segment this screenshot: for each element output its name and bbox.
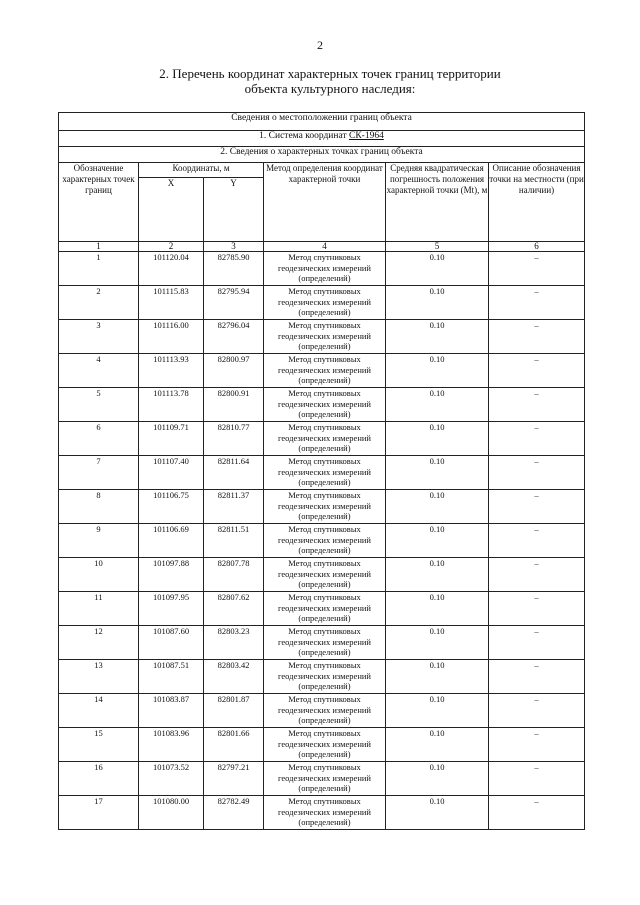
method-cell xyxy=(264,252,386,286)
method-cell xyxy=(264,320,386,354)
column-number: 5 xyxy=(386,242,489,252)
coordinate-x: 101080.00 xyxy=(139,796,204,830)
method-line: Метод спутниковых xyxy=(288,796,361,806)
coordinate-system-row xyxy=(59,131,585,147)
point-number: 5 xyxy=(59,388,139,422)
point-number: 9 xyxy=(59,524,139,558)
method-line: (определений) xyxy=(298,375,351,385)
method-line: Метод спутниковых xyxy=(288,456,361,466)
table-row xyxy=(59,796,585,830)
coordinate-x: 101106.69 xyxy=(139,524,204,558)
method-line: Метод спутниковых xyxy=(288,252,361,262)
method-line: геодезических измерений xyxy=(278,636,371,647)
table-row xyxy=(59,694,585,728)
method-line: геодезических измерений xyxy=(278,500,371,511)
point-description: – xyxy=(489,762,585,796)
table-row xyxy=(59,286,585,320)
mean-square-error: 0.10 xyxy=(386,388,489,422)
mean-square-error: 0.10 xyxy=(386,592,489,626)
table-row xyxy=(59,660,585,694)
coordinate-x: 101097.88 xyxy=(139,558,204,592)
mean-square-error: 0.10 xyxy=(386,558,489,592)
header-x: X xyxy=(139,178,204,242)
column-number: 4 xyxy=(264,242,386,252)
method-line: геодезических измерений xyxy=(278,806,371,817)
points-section-label: 2. Сведения о характерных точках границ объекта xyxy=(59,147,585,163)
mean-square-error: 0.10 xyxy=(386,252,489,286)
method-cell xyxy=(264,524,386,558)
coordinate-y: 82803.23 xyxy=(204,626,264,660)
coordinate-x: 101116.00 xyxy=(139,320,204,354)
method-line: Метод спутниковых xyxy=(288,388,361,398)
table-row xyxy=(59,524,585,558)
method-line: геодезических измерений xyxy=(278,704,371,715)
method-cell xyxy=(264,728,386,762)
method-cell xyxy=(264,490,386,524)
column-number: 6 xyxy=(489,242,585,252)
method-line: геодезических измерений xyxy=(278,296,371,307)
header-description: Описание обозначения точки на местности (при наличии) xyxy=(489,163,585,242)
title-line-2: объекта культурного наследия: xyxy=(244,81,416,96)
mean-square-error: 0.10 xyxy=(386,286,489,320)
method-line: Метод спутниковых xyxy=(288,524,361,534)
mean-square-error: 0.10 xyxy=(386,762,489,796)
method-line: Метод спутниковых xyxy=(288,320,361,330)
coordinates-table xyxy=(58,112,585,830)
table-row xyxy=(59,558,585,592)
mean-square-error: 0.10 xyxy=(386,694,489,728)
mean-square-error: 0.10 xyxy=(386,626,489,660)
point-description: – xyxy=(489,694,585,728)
table-row xyxy=(59,388,585,422)
table-row xyxy=(59,456,585,490)
coordinate-y: 82811.64 xyxy=(204,456,264,490)
header-designation: Обозначение характерных точек границ xyxy=(59,163,139,242)
coordinate-y: 82785.90 xyxy=(204,252,264,286)
method-line: (определений) xyxy=(298,341,351,351)
coordinate-y: 82803.42 xyxy=(204,660,264,694)
point-number: 2 xyxy=(59,286,139,320)
title-line-1: 2. Перечень координат характерных точек границ территории xyxy=(159,66,501,81)
coordinate-x: 101087.51 xyxy=(139,660,204,694)
method-line: геодезических измерений xyxy=(278,738,371,749)
point-number: 11 xyxy=(59,592,139,626)
method-cell xyxy=(264,456,386,490)
point-number: 10 xyxy=(59,558,139,592)
coordinate-y: 82796.04 xyxy=(204,320,264,354)
table-row xyxy=(59,422,585,456)
method-line: (определений) xyxy=(298,647,351,657)
method-line: (определений) xyxy=(298,307,351,317)
header-coordinates: Координаты, м xyxy=(139,163,264,178)
mean-square-error: 0.10 xyxy=(386,354,489,388)
mean-square-error: 0.10 xyxy=(386,524,489,558)
mean-square-error: 0.10 xyxy=(386,320,489,354)
coordinate-y: 82811.37 xyxy=(204,490,264,524)
method-line: Метод спутниковых xyxy=(288,660,361,670)
method-line: (определений) xyxy=(298,783,351,793)
method-cell xyxy=(264,388,386,422)
point-description: – xyxy=(489,286,585,320)
coordinate-y: 82801.66 xyxy=(204,728,264,762)
section-title: Сведения о местоположении границ объекта xyxy=(59,113,585,131)
point-number: 12 xyxy=(59,626,139,660)
method-line: геодезических измерений xyxy=(278,568,371,579)
point-description: – xyxy=(489,320,585,354)
method-line: геодезических измерений xyxy=(278,602,371,613)
method-line: Метод спутниковых xyxy=(288,422,361,432)
coordinate-y: 82800.97 xyxy=(204,354,264,388)
point-number: 6 xyxy=(59,422,139,456)
coordinate-y: 82807.78 xyxy=(204,558,264,592)
method-cell xyxy=(264,354,386,388)
coordinate-system-name: СК-1964 xyxy=(348,131,384,141)
method-cell xyxy=(264,762,386,796)
table-row xyxy=(59,762,585,796)
mean-square-error: 0.10 xyxy=(386,422,489,456)
coordinate-system-label: 1. Система координат xyxy=(259,131,349,141)
point-description: – xyxy=(489,252,585,286)
coordinate-x: 101120.04 xyxy=(139,252,204,286)
column-number: 2 xyxy=(139,242,204,252)
table-row xyxy=(59,252,585,286)
point-description: – xyxy=(489,388,585,422)
coordinate-y: 82800.91 xyxy=(204,388,264,422)
point-number: 1 xyxy=(59,252,139,286)
method-line: геодезических измерений xyxy=(278,432,371,443)
table-row xyxy=(59,626,585,660)
point-number: 15 xyxy=(59,728,139,762)
point-number: 17 xyxy=(59,796,139,830)
table-row xyxy=(59,354,585,388)
coordinate-x: 101109.71 xyxy=(139,422,204,456)
method-line: Метод спутниковых xyxy=(288,694,361,704)
method-line: (определений) xyxy=(298,273,351,283)
method-cell xyxy=(264,592,386,626)
header-error: Средняя квадратическая погрешность положения характерной точки (Mt), м xyxy=(386,163,489,242)
method-line: (определений) xyxy=(298,579,351,589)
method-cell xyxy=(264,796,386,830)
method-line: Метод спутниковых xyxy=(288,762,361,772)
header-y: Y xyxy=(204,178,264,242)
table-row xyxy=(59,592,585,626)
point-description: – xyxy=(489,422,585,456)
mean-square-error: 0.10 xyxy=(386,728,489,762)
point-description: – xyxy=(489,490,585,524)
method-line: (определений) xyxy=(298,817,351,827)
mean-square-error: 0.10 xyxy=(386,490,489,524)
method-line: (определений) xyxy=(298,443,351,453)
method-line: (определений) xyxy=(298,477,351,487)
coordinate-x: 101083.96 xyxy=(139,728,204,762)
method-line: геодезических измерений xyxy=(278,262,371,273)
method-cell xyxy=(264,286,386,320)
column-number: 1 xyxy=(59,242,139,252)
method-line: (определений) xyxy=(298,409,351,419)
table-row xyxy=(59,320,585,354)
column-number: 3 xyxy=(204,242,264,252)
coordinate-x: 101073.52 xyxy=(139,762,204,796)
coordinate-x: 101113.78 xyxy=(139,388,204,422)
method-line: (определений) xyxy=(298,715,351,725)
method-cell xyxy=(264,626,386,660)
page-number: 2 xyxy=(317,38,323,52)
point-description: – xyxy=(489,660,585,694)
method-line: (определений) xyxy=(298,613,351,623)
method-line: Метод спутниковых xyxy=(288,592,361,602)
point-description: – xyxy=(489,626,585,660)
method-line: Метод спутниковых xyxy=(288,286,361,296)
point-description: – xyxy=(489,456,585,490)
coordinate-y: 82801.87 xyxy=(204,694,264,728)
point-number: 13 xyxy=(59,660,139,694)
table-row xyxy=(59,728,585,762)
method-line: геодезических измерений xyxy=(278,772,371,783)
method-cell xyxy=(264,694,386,728)
method-line: (определений) xyxy=(298,511,351,521)
coordinate-y: 82797.21 xyxy=(204,762,264,796)
point-number: 14 xyxy=(59,694,139,728)
method-line: геодезических измерений xyxy=(278,330,371,341)
coordinate-y: 82795.94 xyxy=(204,286,264,320)
point-number: 7 xyxy=(59,456,139,490)
method-cell xyxy=(264,660,386,694)
method-cell xyxy=(264,422,386,456)
point-number: 3 xyxy=(59,320,139,354)
point-number: 4 xyxy=(59,354,139,388)
point-description: – xyxy=(489,592,585,626)
method-line: Метод спутниковых xyxy=(288,728,361,738)
coordinate-x: 101113.93 xyxy=(139,354,204,388)
coordinate-x: 101107.40 xyxy=(139,456,204,490)
coordinate-x: 101115.83 xyxy=(139,286,204,320)
coordinate-x: 101097.95 xyxy=(139,592,204,626)
point-number: 16 xyxy=(59,762,139,796)
header-method: Метод определения координат характерной точки xyxy=(264,163,386,242)
method-line: (определений) xyxy=(298,749,351,759)
method-line: Метод спутниковых xyxy=(288,626,361,636)
method-line: геодезических измерений xyxy=(278,670,371,681)
method-line: Метод спутниковых xyxy=(288,490,361,500)
coordinate-y: 82810.77 xyxy=(204,422,264,456)
method-line: геодезических измерений xyxy=(278,466,371,477)
point-description: – xyxy=(489,728,585,762)
point-number: 8 xyxy=(59,490,139,524)
method-line: Метод спутниковых xyxy=(288,558,361,568)
coordinate-x: 101106.75 xyxy=(139,490,204,524)
method-line: (определений) xyxy=(298,545,351,555)
point-description: – xyxy=(489,558,585,592)
method-line: Метод спутниковых xyxy=(288,354,361,364)
mean-square-error: 0.10 xyxy=(386,456,489,490)
method-line: геодезических измерений xyxy=(278,534,371,545)
mean-square-error: 0.10 xyxy=(386,796,489,830)
method-line: геодезических измерений xyxy=(278,364,371,375)
coordinate-x: 101083.87 xyxy=(139,694,204,728)
method-line: (определений) xyxy=(298,681,351,691)
coordinate-y: 82807.62 xyxy=(204,592,264,626)
point-description: – xyxy=(489,796,585,830)
point-description: – xyxy=(489,524,585,558)
method-line: геодезических измерений xyxy=(278,398,371,409)
coordinate-x: 101087.60 xyxy=(139,626,204,660)
column-number-row xyxy=(59,242,585,252)
coordinate-y: 82782.49 xyxy=(204,796,264,830)
table-row xyxy=(59,490,585,524)
point-description: – xyxy=(489,354,585,388)
mean-square-error: 0.10 xyxy=(386,660,489,694)
coordinate-y: 82811.51 xyxy=(204,524,264,558)
method-cell xyxy=(264,558,386,592)
document-title xyxy=(110,66,550,96)
